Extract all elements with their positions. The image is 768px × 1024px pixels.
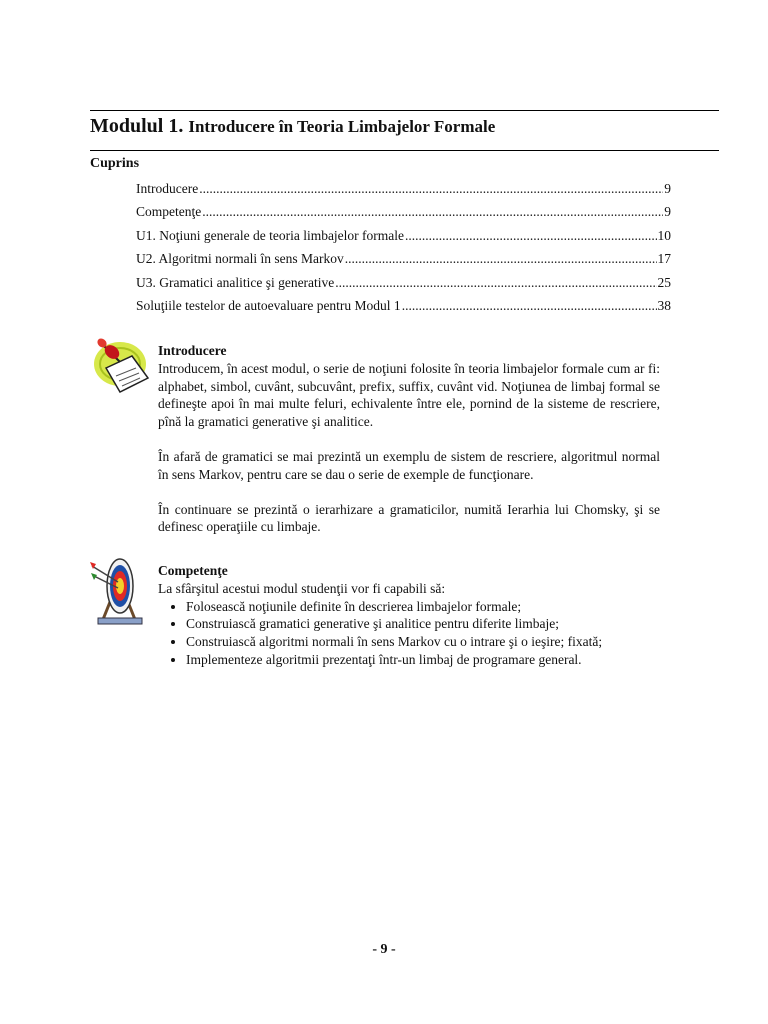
toc-entry-title: U1. Noţiuni generale de teoria limbajelor formale [136, 227, 405, 243]
toc-leader-dots [202, 200, 663, 223]
competencies-lead: La sfârşitul acestui modul studenţii vor fi capabili să: [158, 580, 446, 596]
bottom-rule [90, 150, 719, 151]
competencies-heading: Competenţe [158, 563, 228, 578]
toc-entry[interactable] [136, 271, 671, 294]
pushpin-note-icon [90, 334, 154, 396]
toc-leader-dots [405, 224, 656, 247]
toc-entry[interactable] [136, 247, 671, 270]
introduction-paragraph: În continuare se prezintă o ierarhizare a gramaticilor, numită Ierarhia lui Chomsky, şi se definesc operaţiile cu limbaje. [158, 501, 660, 535]
list-item: • Implementeze algoritmii prezentaţi într-un limbaj de programare general. [186, 651, 660, 669]
toc-leader-dots [402, 294, 657, 317]
list-item: • Construiască gramatici generative şi analitice pentru diferite limbaje; [186, 615, 660, 633]
toc-entry-title: Soluţiile testelor de autoevaluare pentru Modul 1 [136, 297, 401, 313]
toc-leader-dots [199, 177, 663, 200]
module-title [90, 113, 719, 140]
toc-entry-title: Competenţe [136, 204, 202, 220]
toc-entry[interactable] [136, 294, 671, 317]
toc-entry-page: 38 [657, 297, 671, 313]
toc-heading: Cuprins [90, 156, 140, 171]
introduction-heading: Introducere [158, 343, 227, 358]
introduction-paragraph: În afară de gramatici se mai prezintă un exemplu de sistem de rescriere, algoritmul normal în sens Markov, pentru care se dau o serie de exemple de funcţionare. [158, 448, 660, 482]
page-number: - 9 - [372, 942, 396, 957]
table-of-contents [136, 177, 671, 317]
introduction-section [158, 342, 660, 536]
toc-leader-dots [335, 271, 656, 294]
toc-entry-title: U3. Gramatici analitice şi generative [136, 274, 335, 290]
toc-entry-title: U2. Algoritmi normali în sens Markov [136, 251, 344, 267]
list-item: • Folosească noţiunile definite în descrierea limbajelor formale; [186, 598, 660, 616]
toc-entry[interactable] [136, 177, 671, 200]
module-label: Modulul 1. [90, 115, 184, 137]
target-arrows-icon [88, 552, 152, 628]
toc-entry-page: 10 [657, 227, 671, 243]
module-title-text: Introducere în Teoria Limbajelor Formale [188, 117, 496, 136]
top-rule [90, 110, 719, 111]
toc-entry-page: 9 [664, 181, 671, 196]
toc-entry-page: 17 [657, 251, 671, 267]
toc-entry[interactable] [136, 200, 671, 223]
toc-entry-title: Introducere [136, 181, 199, 196]
introduction-paragraph: Introducem, în acest modul, o serie de noţiuni folosite în teoria limbajelor formale cum ar fi: alphabet, simbol, cuvânt, subcuvânt, prefix, suffix, cuvânt vid. Noţiunea de limbaj formal se defineşte apoi în mai multe feluri, echivalente între ele, pornind de la sisteme de rescriere, pînă la gramatici generative şi analitice. [158, 360, 660, 430]
toc-entry-page: 9 [664, 204, 671, 220]
competencies-list [158, 598, 660, 669]
list-item: • Construiască algoritmi normali în sens Markov cu o intrare şi o ieşire; fixată; [186, 633, 660, 651]
toc-leader-dots [345, 247, 657, 270]
toc-entry-page: 25 [657, 274, 671, 290]
competencies-section [158, 562, 660, 669]
toc-entry[interactable] [136, 224, 671, 247]
